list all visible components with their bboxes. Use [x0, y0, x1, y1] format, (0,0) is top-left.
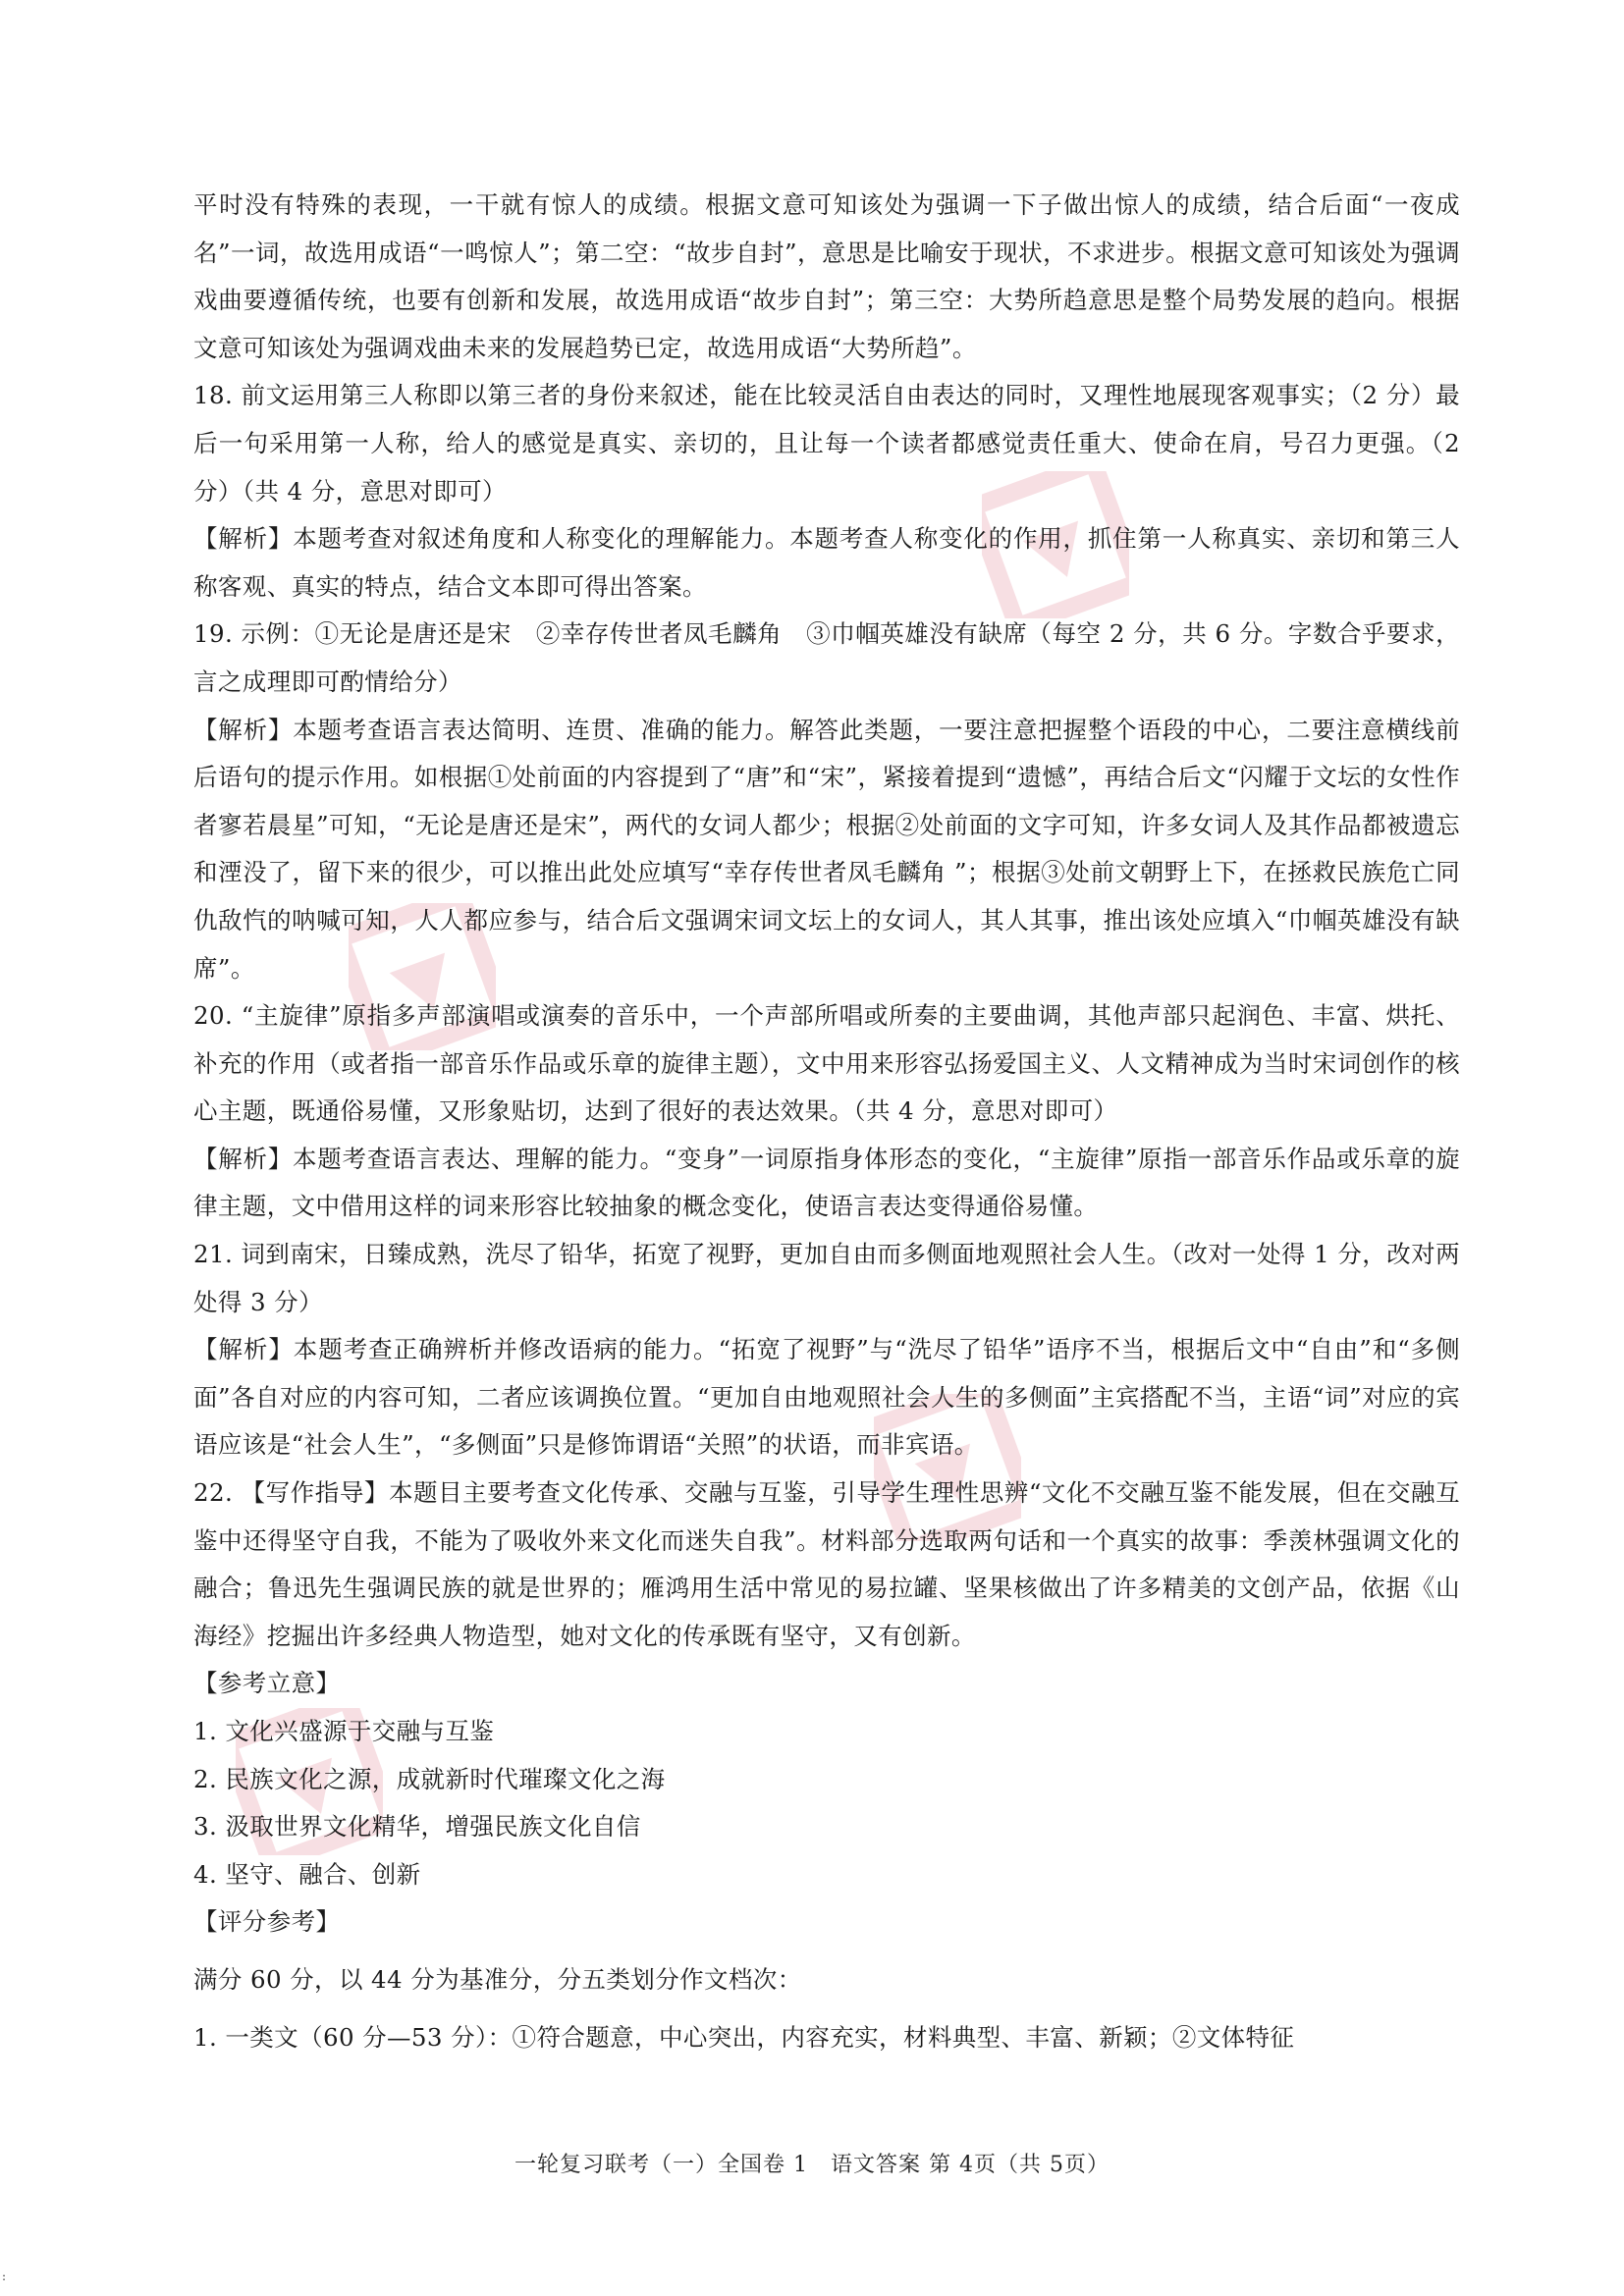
reference-theme-heading: 【参考立意】 — [193, 1669, 341, 1698]
reference-theme-item: 1. 文化兴盛源于交融与互鉴 — [193, 1717, 495, 1745]
scoring-summary: 满分 60 分，以 44 分为基准分，分五类划分作文档次： — [193, 1964, 802, 1994]
analysis-19: 【解析】本题考查语言表达简明、连贯、准确的能力。解答此类题，一要注意把握整个语段的中心，二要注意横线前后语句的提示作用。如根据①处前面的内容提到了“唐”和“宋”，紧接着提到“遗憾”，再结合后文“闪耀于文坛的女性作者寥若晨星”可知，“无论是唐还是宋”，两代的女词人都少；根据②处前面的文字可知，许多女词人及其作品都被遗忘和湮没了，留下来的很少，可以推出此处应填写“幸存传世者凤毛麟角 ”；根据③处前文朝野上下，在拯救民族危亡同仇敌忾的呐喊可知，人人都应参与，结合后文强调宋词文坛上的女词人，其人其事，推出该处应填入“巾帼英雄没有缺席”。 — [193, 715, 1460, 983]
reference-theme-item: 3. 汲取世界文化精华，增强民族文化自信 — [193, 1812, 641, 1842]
page-footer: 一轮复习联考（一）全国卷 1 语文答案 第 4页（共 5页） — [514, 2153, 1110, 2177]
reference-theme-item: 4. 坚守、融合、创新 — [193, 1859, 421, 1889]
corner-mark: : — [2, 2269, 7, 2283]
answer-body — [193, 182, 1460, 2061]
analysis-20: 【解析】本题考查语言表达、理解的能力。“变身”一词原指身体形态的变化，“主旋律”原指一部音乐作品或乐章的旋律主题，文中借用这样的词来形容比较抽象的概念变化，使语言表达变得通俗易懂。 — [193, 1144, 1460, 1221]
answer-18: 18. 前文运用第三人称即以第三者的身份来叙述，能在比较灵活自由表达的同时，又理性地展现客观事实；（2 分）最后一句采用第一人称，给人的感觉是真实、亲切的，且让每一个读者都感觉责任重大、使命在肩，号召力更强。（2 分）（共 4 分，意思对即可） — [193, 381, 1460, 506]
scoring-tier-1: 1. 一类文（60 分—53 分）：①符合题意，中心突出，内容充实，材料典型、丰富、新颖；②文体特征 — [193, 2022, 1295, 2052]
reference-theme-item: 2. 民族文化之源，成就新时代璀璨文化之海 — [193, 1764, 666, 1793]
answer-20: 20. “主旋律”原指多声部演唱或演奏的音乐中，一个声部所唱或所奏的主要曲调，其他声部只起润色、丰富、烘托、补充的作用（或者指一部音乐作品或乐章的旋律主题），文中用来形容弘扬爱国主义、人文精神成为当时宋词创作的核心主题，既通俗易懂，又形象贴切，达到了很好的表达效果。（共 4 分，意思对即可） — [193, 1001, 1460, 1126]
answer-21: 21. 词到南宋，日臻成熟，洗尽了铅华，拓宽了视野，更加自由而多侧面地观照社会人生。（改对一处得 1 分，改对两处得 3 分） — [193, 1240, 1460, 1316]
analysis-18: 【解析】本题考查对叙述角度和人称变化的理解能力。本题考查人称变化的作用，抓住第一人称真实、亲切和第三人称客观、真实的特点，结合文本即可得出答案。 — [193, 524, 1460, 601]
answer-22-guidance: 22. 【写作指导】本题目主要考查文化传承、交融与互鉴，引导学生理性思辨“文化不交融互鉴不能发展，但在交融互鉴中还得坚守自我，不能为了吸收外来文化而迷失自我”。材料部分选取两句话和一个真实的故事：季羡林强调文化的融合；鲁迅先生强调民族的就是世界的；雁鸿用生活中常见的易拉罐、坚果核做出了许多精美的文创产品，依据《山海经》挖掘出许多经典人物造型，她对文化的传承既有坚守，又有创新。 — [193, 1478, 1460, 1650]
analysis-21: 【解析】本题考查正确辨析并修改语病的能力。“拓宽了视野”与“洗尽了铅华”语序不当，根据后文中“自由”和“多侧面”各自对应的内容可知，二者应该调换位置。“更加自由地观照社会人生的多侧面”主宾搭配不当，主语“词”对应的宾语应该是“社会人生”，“多侧面”只是修饰谓语“关照”的状语，而非宾语。 — [193, 1335, 1460, 1460]
paragraph: 平时没有特殊的表现，一干就有惊人的成绩。根据文意可知该处为强调一下子做出惊人的成绩，结合后面“一夜成名”一词，故选用成语“一鸣惊人”；第二空：“故步自封”，意思是比喻安于现状，不求进步。根据文意可知该处为强调戏曲要遵循传统，也要有创新和发展，故选用成语“故步自封”；第三空：大势所趋意思是整个局势发展的趋向。根据文意可知该处为强调戏曲未来的发展趋势已定，故选用成语“大势所趋”。 — [193, 190, 1460, 362]
scoring-reference-heading: 【评分参考】 — [193, 1907, 341, 1937]
answer-19: 19. 示例：①无论是唐还是宋 ②幸存传世者凤毛麟角 ③巾帼英雄没有缺席（每空 2 分，共 6 分。字数合乎要求，言之成理即可酌情给分） — [193, 619, 1460, 696]
